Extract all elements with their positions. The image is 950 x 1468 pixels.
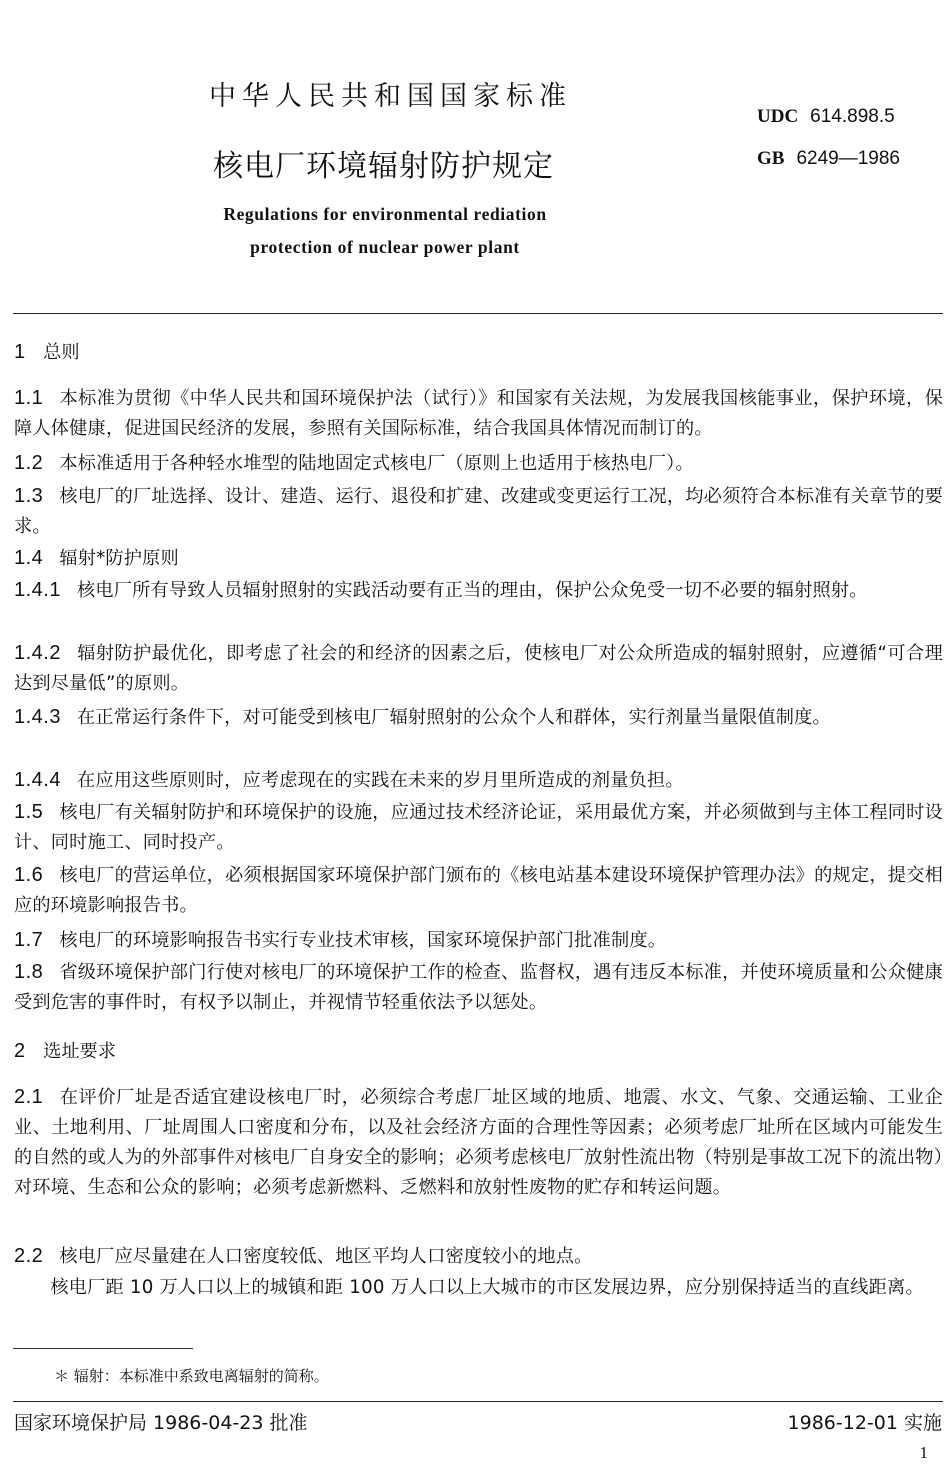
section-title: 选址要求 [43,1041,116,1062]
section-number: 1 [14,341,26,363]
clause-number: 1.4.1 [14,579,61,601]
effective-date: 1986-12-01 实施 [787,1412,942,1434]
standard-title: 中华人民共和国国家标准 [209,81,572,112]
clause-1-4-1 [14,575,943,606]
clause-text: 核电厂的厂址选择、设计、建造、运行、退役和扩建、改建或变更运行工况，均必须符合本标准有关章节的要求。 [14,486,943,537]
clause-number: 1.4.2 [14,642,61,664]
clause-1-6 [14,860,943,921]
clause-text: 省级环境保护部门行使对核电厂的环境保护工作的检查、监督权，遇有违反本标准，并使环境质量和公众健康受到危害的事件时，有权予以制止，并视情节轻重依法予以惩处。 [14,962,943,1013]
clause-2-1 [14,1082,943,1203]
clause-number: 1.5 [14,801,44,823]
section-heading [14,1037,116,1063]
clause-1-3 [14,481,943,542]
clause-text: 核电厂应尽量建在人口密度较低、地区平均人口密度较小的地点。 [59,1246,593,1267]
clause-text: 在评价厂址是否适宜建设核电厂时，必须综合考虑厂址区域的地质、地震、水文、气象、交通运输、工业企业、土地利用、厂址周围人口密度和分布，以及社会经济方面的合理性等因素；必须考虑厂址所在区域内可能发生的自然的或人为的外部事件对核电厂自身安全的影响；必须考虑核电厂放射性流出物（特别是事故工况下的流出物）对环境、生态和公众的影响；必须考虑新燃料、乏燃料和放射性废物的贮存和转运问题。 [14,1087,943,1198]
clause-1-7 [14,925,943,956]
clause-text: 核电厂有关辐射防护和环境保护的设施，应通过技术经济论证，采用最优方案，并必须做到与主体工程同时设计、同时施工、同时投产。 [14,802,943,853]
footnote-divider [13,1348,193,1349]
clause-text: 辐射防护最优化，即考虑了社会的和经济的因素之后，使核电厂对公众所造成的辐射照射，应遵循“可合理达到尽量低”的原则。 [14,643,943,694]
clause-text: 核电厂所有导致人员辐射照射的实践活动要有正当的理由，保护公众免受一切不必要的辐射照射。 [76,580,868,601]
document-title-cn: 核电厂环境辐射防护规定 [213,149,554,184]
section-heading [14,338,80,364]
document-title-en-line1: Regulations for environmental rediation [223,204,547,224]
clause-number: 2.1 [14,1086,44,1108]
clause-text: 在正常运行条件下，对可能受到核电厂辐射照射的公众个人和群体，实行剂量当量限值制度。 [76,707,831,728]
clause-1-4-4 [14,765,943,796]
page-number: 1 [919,1443,928,1462]
document-title-en-line2: protection of nuclear power plant [250,237,520,257]
clause-1-2 [14,448,943,479]
gb-value: 6249—1986 [796,148,900,169]
clause-number: 2.2 [14,1245,44,1267]
gb-label: GB [757,148,785,169]
clause-2-2 [14,1241,943,1272]
clause-number: 1.3 [14,485,44,507]
footer-divider [13,1401,943,1402]
clause-text: 本标准适用于各种轻水堆型的陆地固定式核电厂（原则上也适用于核热电厂）。 [59,453,694,474]
clause-1-4-2 [14,638,943,699]
section-number: 2 [14,1040,26,1062]
header-divider [13,313,943,314]
clause-text: 辐射*防护原则 [59,548,179,569]
clause-number: 1.2 [14,452,44,474]
clause-text: 核电厂的环境影响报告书实行专业技术审核，国家环境保护部门批准制度。 [59,930,667,951]
clause-number: 1.4.4 [14,769,61,791]
clause-number: 1.1 [14,387,44,409]
clause-1-5 [14,797,943,858]
udc-code [757,106,895,128]
clause-1-1 [14,383,943,444]
gb-code [757,148,900,170]
clause-1-8 [14,957,943,1018]
footnote: ＊ 辐射：本标准中系致电离辐射的简称。 [54,1367,329,1385]
clause-text: 在应用这些原则时，应考虑现在的实践在未来的岁月里所造成的剂量负担。 [76,770,684,791]
clause-number: 1.4.3 [14,706,61,728]
section-title: 总则 [43,342,80,363]
udc-value: 614.898.5 [810,106,895,127]
clause-1-4-3 [14,702,943,733]
clause-text: 核电厂的营运单位，必须根据国家环境保护部门颁布的《核电站基本建设环境保护管理办法》的规定，提交相应的环境影响报告书。 [14,865,943,916]
clause-number: 1.6 [14,864,44,886]
udc-label: UDC [757,106,799,127]
clause-number: 1.4 [14,547,44,569]
clause-text: 本标准为贯彻《中华人民共和国环境保护法（试行）》和国家有关法规，为发展我国核能事业，保护环境，保障人体健康，促进国民经济的发展，参照有关国际标准，结合我国具体情况而制订的。 [14,388,943,439]
approval-date: 国家环境保护局 1986-04-23 批准 [14,1412,308,1434]
clause-number: 1.8 [14,961,44,983]
clause-2-2-continuation: 核电厂距 10 万人口以上的城镇和距 100 万人口以上大城市的市区发展边界，应分别保持适当的直线距离。 [50,1277,924,1298]
clause-1-4 [14,543,943,574]
clause-number: 1.7 [14,929,44,951]
